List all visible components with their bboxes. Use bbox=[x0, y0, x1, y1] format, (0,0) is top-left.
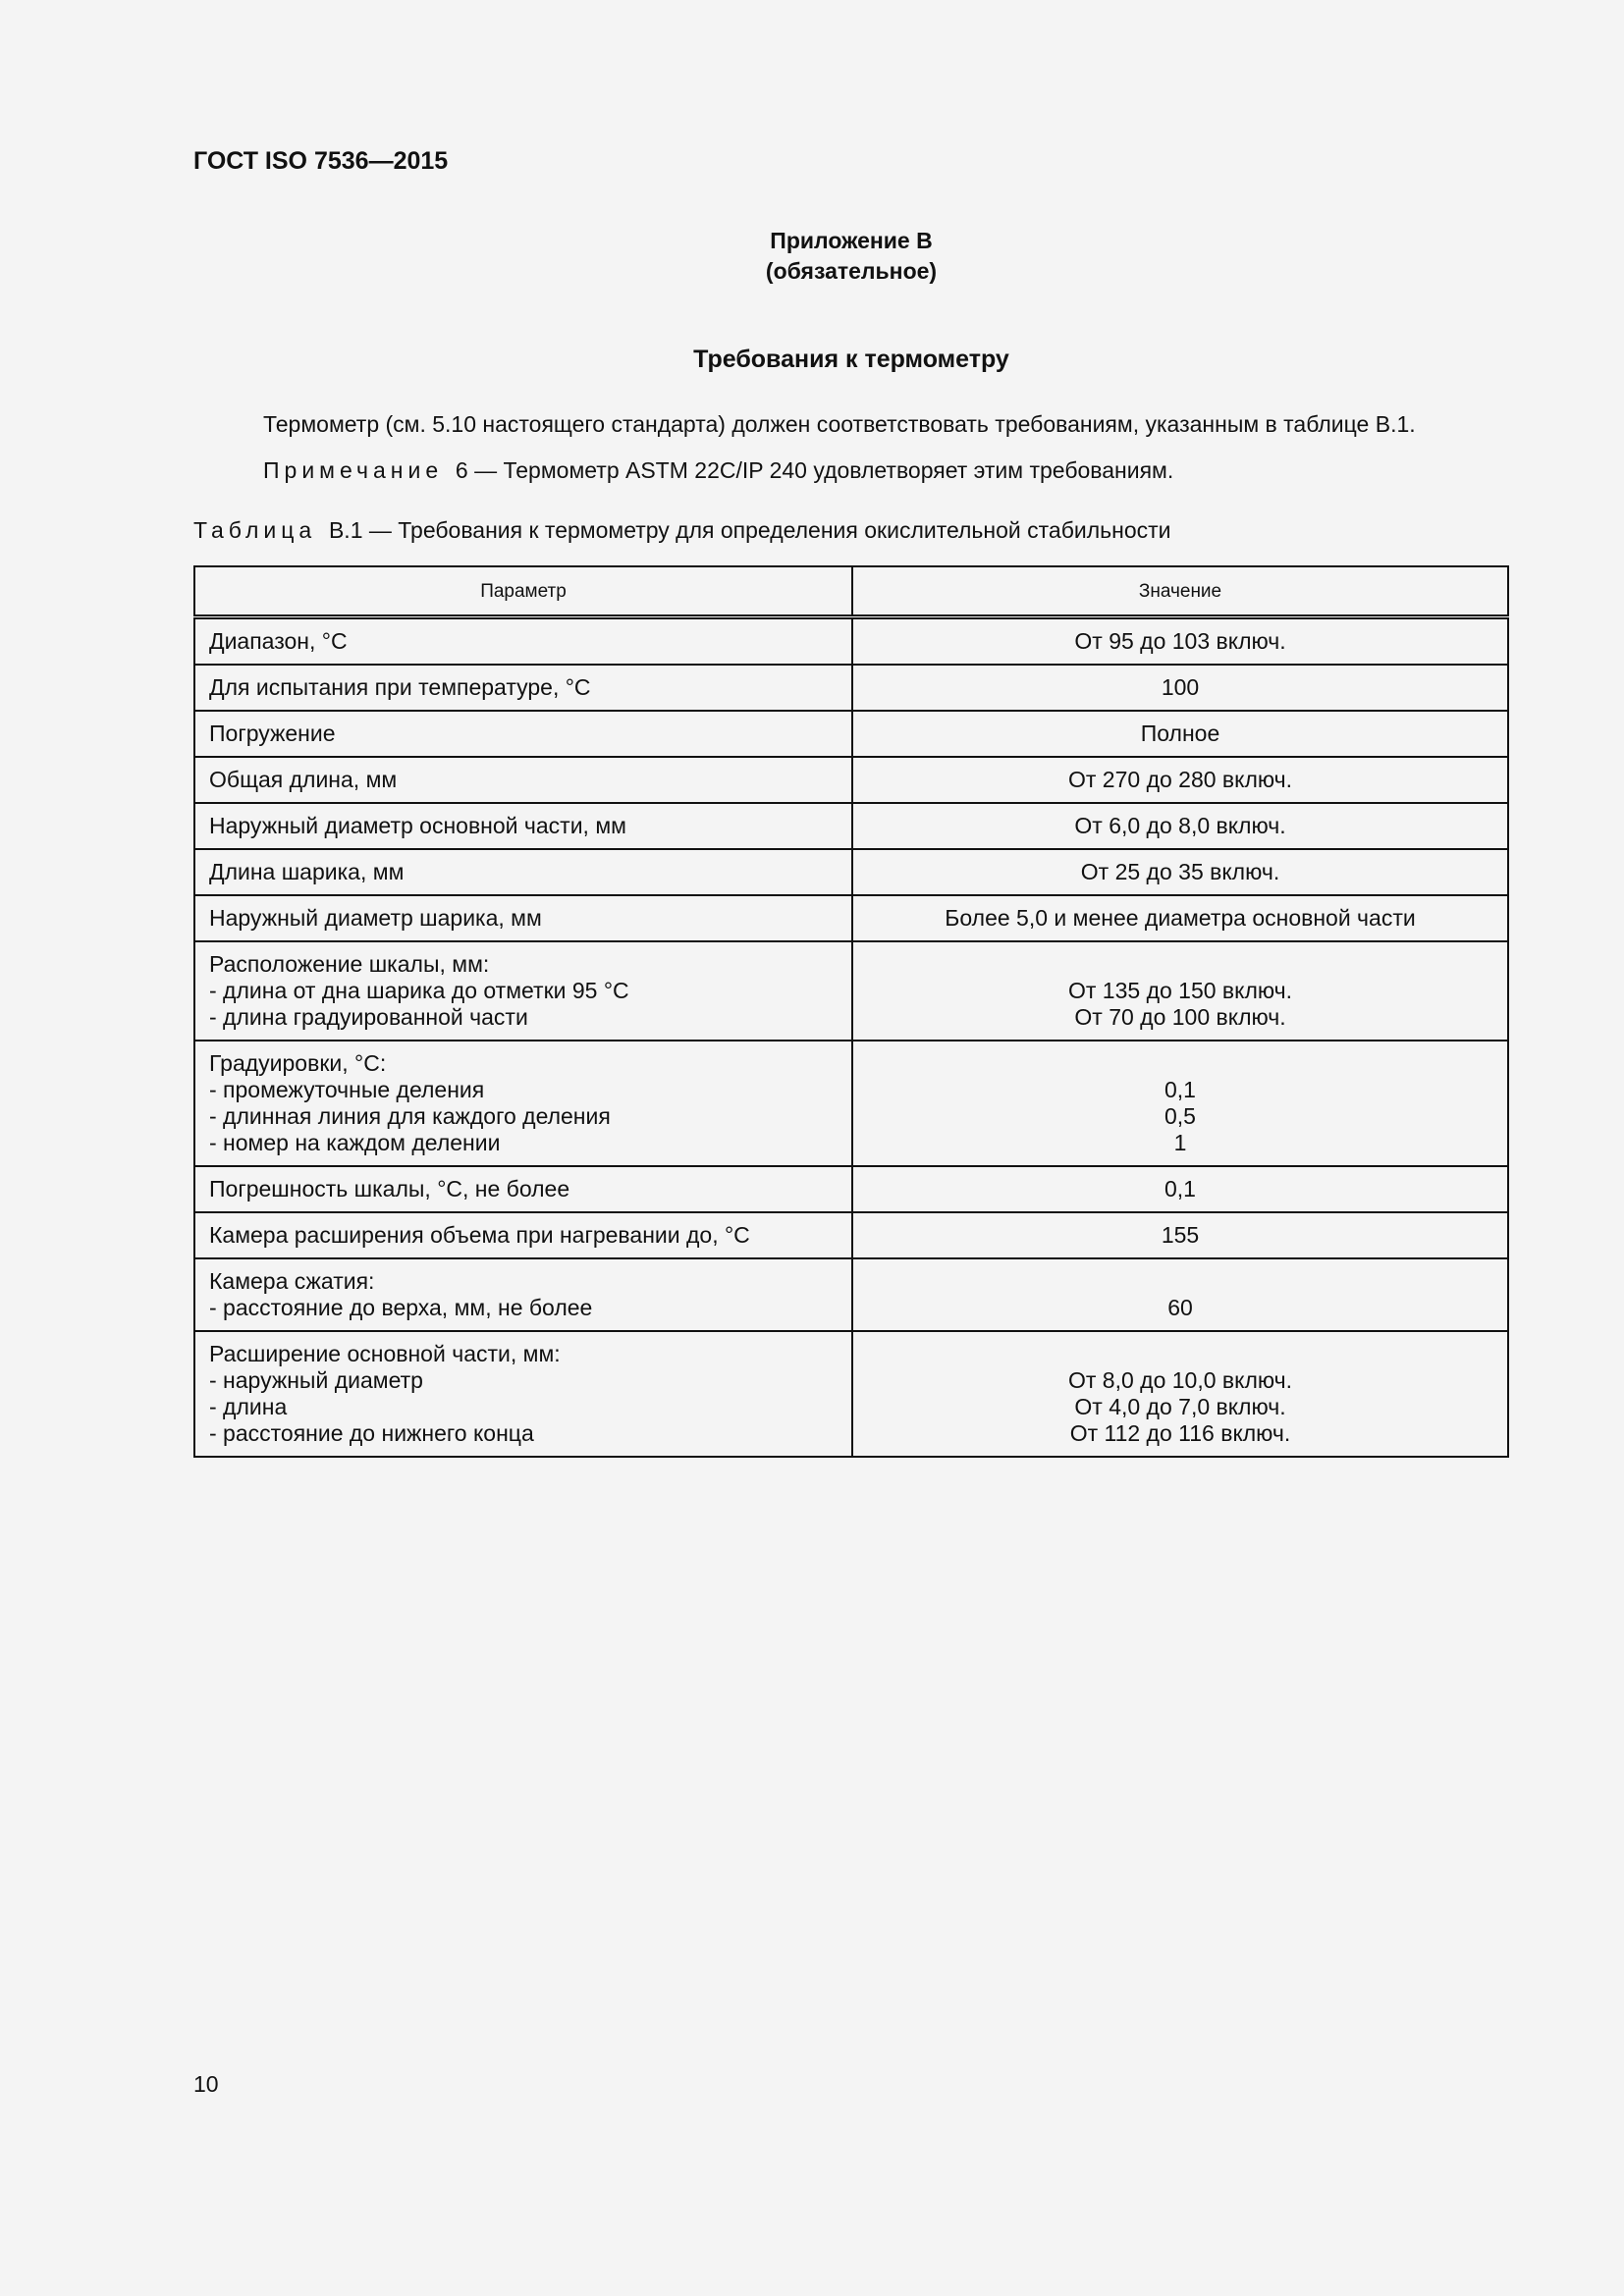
table-row bbox=[194, 617, 1508, 666]
parameter-cell bbox=[194, 1331, 852, 1457]
table-row bbox=[194, 941, 1508, 1041]
cell-line: 0,1 bbox=[1164, 1077, 1196, 1102]
table-row bbox=[194, 1041, 1508, 1166]
parameter-cell bbox=[194, 1041, 852, 1166]
table-header-row bbox=[194, 566, 1508, 617]
parameter-cell bbox=[194, 803, 852, 849]
value-cell bbox=[852, 1212, 1508, 1258]
cell-line: 60 bbox=[1167, 1295, 1193, 1320]
value-cell bbox=[852, 1331, 1508, 1457]
table-row bbox=[194, 895, 1508, 941]
note-paragraph bbox=[263, 457, 1173, 484]
value-cell bbox=[852, 1258, 1508, 1331]
section-title: Требования к термометру bbox=[693, 346, 1009, 373]
parameter-cell bbox=[194, 1166, 852, 1212]
cell-line: - номер на каждом делении bbox=[209, 1130, 501, 1155]
value-cell bbox=[852, 941, 1508, 1041]
cell-line: Погружение bbox=[209, 721, 336, 746]
page-number: 10 bbox=[193, 2071, 219, 2097]
cell-line: 0,1 bbox=[1164, 1176, 1196, 1201]
table-row bbox=[194, 711, 1508, 757]
value-cell bbox=[852, 849, 1508, 895]
cell-line: Погрешность шкалы, °С, не более bbox=[209, 1176, 570, 1201]
cell-line bbox=[867, 951, 1493, 978]
table-row bbox=[194, 665, 1508, 711]
cell-line: - длина bbox=[209, 1394, 288, 1419]
cell-line: Полное bbox=[1140, 721, 1220, 746]
cell-line: Камера расширения объема при нагревании до, °С bbox=[209, 1222, 750, 1248]
cell-line: Градуировки, °С: bbox=[209, 1050, 387, 1076]
table-row bbox=[194, 1331, 1508, 1457]
parameter-cell bbox=[194, 895, 852, 941]
cell-line: 155 bbox=[1161, 1222, 1200, 1248]
cell-line: Расширение основной части, мм: bbox=[209, 1341, 561, 1366]
appendix-title: Приложение В bbox=[770, 228, 933, 253]
table-caption-text: В.1 — Требования к термометру для определения окислительной стабильности bbox=[328, 517, 1171, 543]
cell-line: От 70 до 100 включ. bbox=[1074, 1004, 1286, 1030]
table-row bbox=[194, 1166, 1508, 1212]
cell-line: - промежуточные деления bbox=[209, 1077, 485, 1102]
cell-line: - длина от дна шарика до отметки 95 °С bbox=[209, 978, 629, 1003]
document-code: ГОСТ ISO 7536—2015 bbox=[193, 147, 449, 175]
cell-line: Наружный диаметр шарика, мм bbox=[209, 905, 542, 931]
cell-line: Более 5,0 и менее диаметра основной части bbox=[945, 905, 1416, 931]
cell-line: 1 bbox=[1173, 1130, 1187, 1155]
cell-line: - расстояние до верха, мм, не более bbox=[209, 1295, 593, 1320]
parameter-cell bbox=[194, 849, 852, 895]
thermometer-requirements-table bbox=[193, 565, 1509, 1458]
parameter-cell bbox=[194, 617, 852, 666]
table-row bbox=[194, 803, 1508, 849]
appendix-status: (обязательное) bbox=[765, 258, 938, 284]
parameter-cell bbox=[194, 757, 852, 803]
table-caption bbox=[193, 517, 1171, 544]
table-caption-label: Таблица bbox=[193, 517, 317, 543]
header-value: Значение bbox=[852, 566, 1508, 617]
table-body bbox=[194, 617, 1508, 1458]
cell-line bbox=[867, 1050, 1493, 1077]
value-cell bbox=[852, 665, 1508, 711]
cell-line: От 8,0 до 10,0 включ. bbox=[1067, 1367, 1292, 1393]
cell-line: От 6,0 до 8,0 включ. bbox=[1074, 813, 1286, 838]
value-cell bbox=[852, 1166, 1508, 1212]
cell-line: От 95 до 103 включ. bbox=[1074, 628, 1286, 654]
note-text: 6 — Термометр ASTM 22С/IP 240 удовлетворяет этим требованиям. bbox=[455, 457, 1174, 483]
value-cell bbox=[852, 757, 1508, 803]
cell-line: Для испытания при температуре, °С bbox=[209, 674, 591, 700]
value-cell bbox=[852, 711, 1508, 757]
cell-line: От 270 до 280 включ. bbox=[1067, 767, 1293, 792]
parameter-cell bbox=[194, 665, 852, 711]
cell-line: - расстояние до нижнего конца bbox=[209, 1420, 534, 1446]
parameter-cell bbox=[194, 941, 852, 1041]
cell-line: Расположение шкалы, мм: bbox=[209, 951, 490, 977]
cell-line: От 112 до 116 включ. bbox=[1069, 1420, 1291, 1446]
value-cell bbox=[852, 895, 1508, 941]
table-row bbox=[194, 849, 1508, 895]
cell-line: 100 bbox=[1161, 674, 1200, 700]
cell-line: - длина градуированной части bbox=[209, 1004, 528, 1030]
value-cell bbox=[852, 803, 1508, 849]
cell-line: Длина шарика, мм bbox=[209, 859, 405, 884]
parameter-cell bbox=[194, 1258, 852, 1331]
table-row bbox=[194, 1258, 1508, 1331]
header-parameter: Параметр bbox=[194, 566, 852, 617]
cell-line: Наружный диаметр основной части, мм bbox=[209, 813, 626, 838]
intro-paragraph: Термометр (см. 5.10 настоящего стандарта) должен соответствовать требованиям, указанным в таблице В.1. bbox=[263, 411, 1416, 437]
note-label: Примечание bbox=[263, 457, 444, 483]
cell-line: 0,5 bbox=[1164, 1103, 1196, 1129]
cell-line: От 4,0 до 7,0 включ. bbox=[1074, 1394, 1286, 1419]
cell-line: Общая длина, мм bbox=[209, 767, 398, 792]
cell-line bbox=[867, 1341, 1493, 1367]
parameter-cell bbox=[194, 1212, 852, 1258]
table-row bbox=[194, 757, 1508, 803]
appendix-heading bbox=[193, 226, 1509, 287]
cell-line: Камера сжатия: bbox=[209, 1268, 375, 1294]
cell-line: Диапазон, °С bbox=[209, 628, 348, 654]
cell-line: - наружный диаметр bbox=[209, 1367, 423, 1393]
parameter-cell bbox=[194, 711, 852, 757]
cell-line: - длинная линия для каждого деления bbox=[209, 1103, 611, 1129]
table-row bbox=[194, 1212, 1508, 1258]
cell-line bbox=[867, 1268, 1493, 1295]
value-cell bbox=[852, 617, 1508, 666]
cell-line: От 25 до 35 включ. bbox=[1080, 859, 1280, 884]
cell-line: От 135 до 150 включ. bbox=[1067, 978, 1293, 1003]
value-cell bbox=[852, 1041, 1508, 1166]
